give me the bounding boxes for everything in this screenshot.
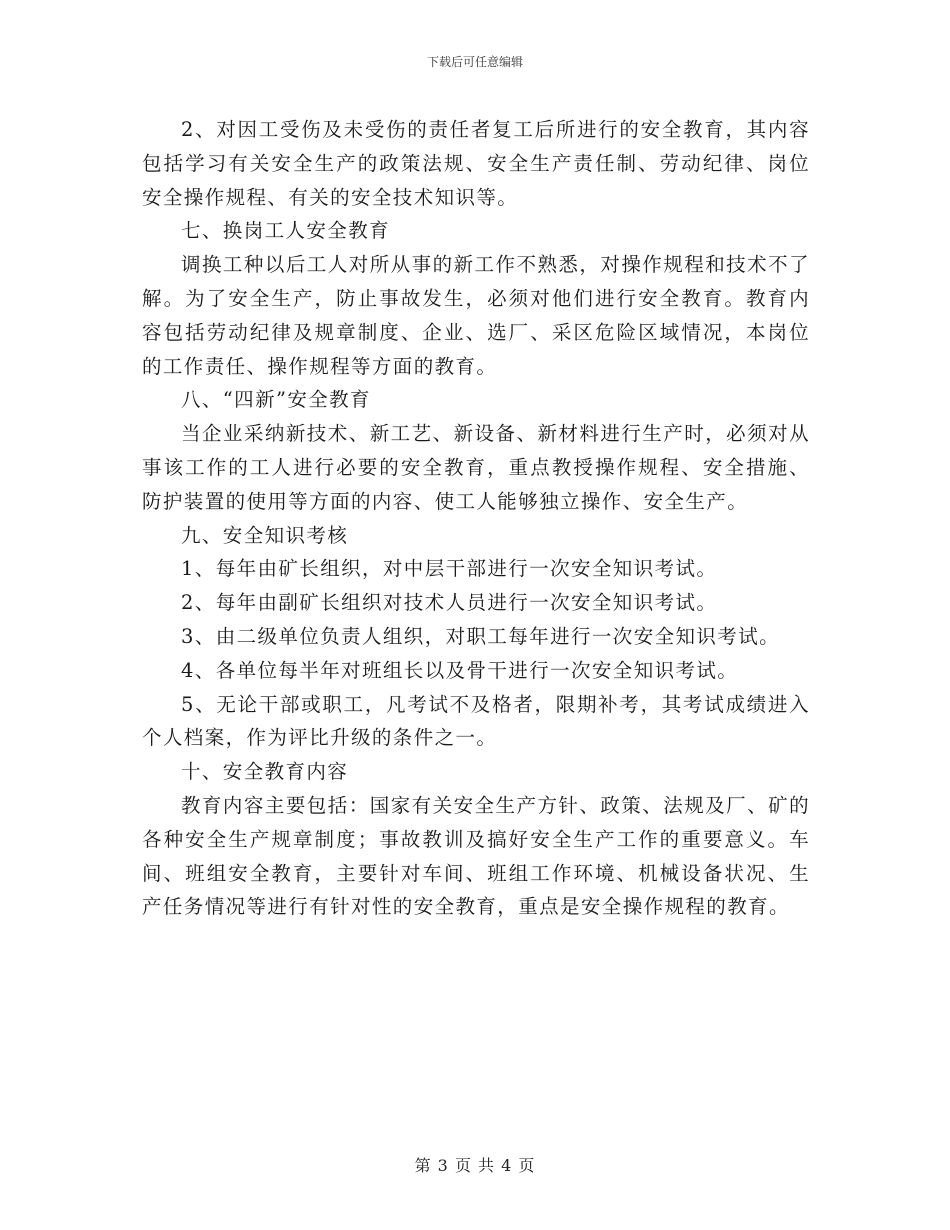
list-item-exam-2: 2、每年由副矿长组织对技术人员进行一次安全知识考试。 [181, 591, 718, 615]
header-note: 下载后可任意编辑 [426, 55, 523, 69]
heading-education-content: 十、安全教育内容 [181, 760, 349, 784]
paragraph-job-change-education: 调换工种以后工人对所从事的新工作不熟悉，对操作规程和技术不了解。为了安全生产，防止事故发生，必须对他们进行安全教育。教育内容包括劳动纪律及规章制度、企业、选厂、采区危险区域情况，本岗位的工作责任、操作规程等方面的教育。 [142, 253, 810, 378]
list-item-exam-3: 3、由二级单位负责人组织，对职工每年进行一次安全知识考试。 [181, 624, 781, 648]
paragraph-four-new-education: 当企业采纳新技术、新工艺、新设备、新材料进行生产时，必须对从事该工作的工人进行必要的安全教育，重点教授操作规程、安全措施、防护装置的使用等方面的内容、使工人能够独立操作、安全生产。 [142, 422, 810, 513]
paragraph-return-to-work-education: 2、对因工受伤及未受伤的责任者复工后所进行的安全教育，其内容包括学习有关安全生产的政策法规、安全生产责任制、劳动纪律、岗位安全操作规程、有关的安全技术知识等。 [142, 118, 810, 209]
document-body [142, 113, 810, 924]
list-item-exam-4: 4、各单位每半年对班组长以及骨干进行一次安全知识考试。 [181, 658, 739, 682]
paragraph-education-content: 教育内容主要包括：国家有关安全生产方针、政策、法规及厂、矿的各种安全生产规章制度；事故教训及搞好安全生产工作的重要意义。车间、班组安全教育，主要针对车间、班组工作环境、机械设备状况、生产任务情况等进行有针对性的安全教育，重点是安全操作规程的教育。 [142, 793, 810, 919]
heading-four-new-education: 八、“四新”安全教育 [181, 388, 371, 412]
page-number-footer: 第 3 页 共 4 页 [414, 1156, 536, 1175]
list-item-exam-1: 1、每年由矿长组织，对中层干部进行一次安全知识考试。 [181, 557, 718, 581]
heading-safety-knowledge-exam: 九、安全知识考核 [181, 523, 349, 547]
list-item-exam-5: 5、无论干部或职工，凡考试不及格者，限期补考，其考试成绩进入个人档案，作为评比升级的条件之一。 [142, 692, 810, 750]
heading-job-change-education: 七、换岗工人安全教育 [181, 219, 391, 243]
